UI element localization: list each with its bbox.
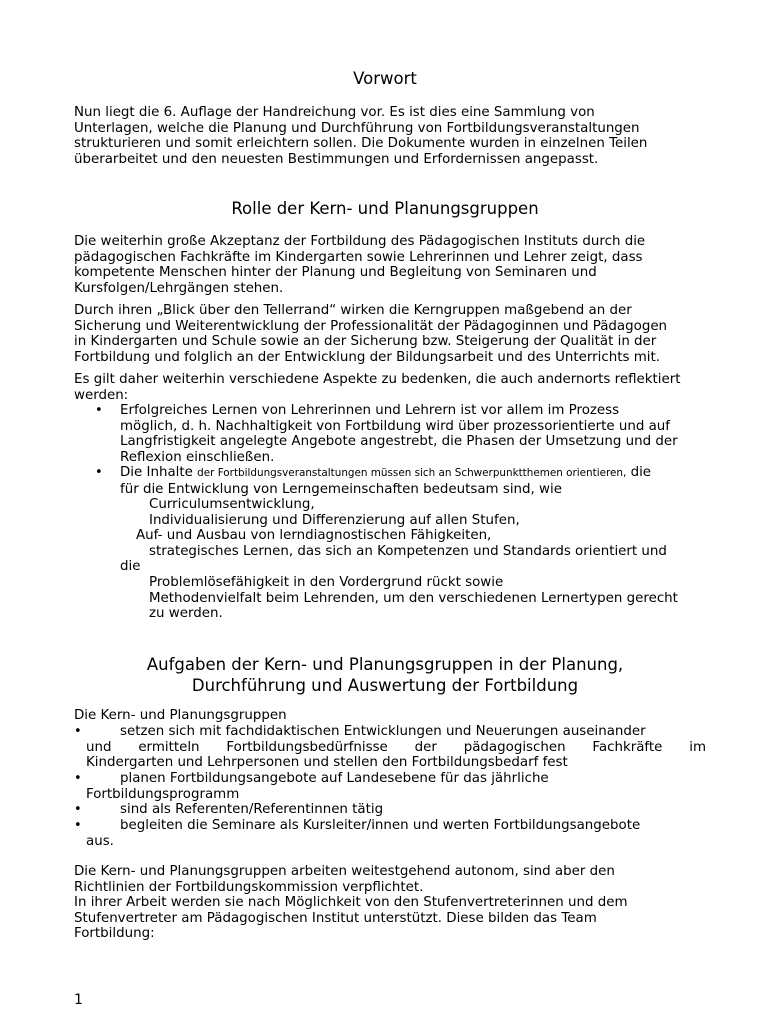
bullet-icon: • — [74, 802, 82, 817]
topic-item: Problemlösefähigkeit in den Vordergrund rückt sowie — [149, 575, 504, 590]
paragraph-tellerrand: Durch ihren „Blick über den Tellerrand“ wirken die Kerngruppen maßgebend an der Sicherung und Weiterentwicklung der Professionalität der Pädagoginnen und Pädagogen in Kindergarten und Schule sowie an der Sicherung bzw. Steigerung der Qualität in der Fortbildung und folglich an der Entwicklung der Bildungsarbeit und des Unterrichts mit. — [74, 303, 668, 365]
task-item: planen Fortbildungsangebote auf Landesebene für das jährliche Fortbildungsprogramm — [86, 771, 549, 802]
page-number: 1 — [74, 992, 83, 1008]
topic-item: Individualisierung und Differenzierung auf allen Stufen, — [149, 512, 520, 528]
topic-item: strategisches Lernen, das sich an Kompetenzen und Standards orientiert und — [149, 543, 667, 559]
bullet-item-inhalte: Die Inhalte der Fortbildungsveranstaltungen müssen sich an Schwerpunktthemen orientieren, die für die Entwicklung von Lerngemeinschaften bedeutsam sind, wie — [120, 465, 652, 497]
paragraph-vorwort: Nun liegt die 6. Auflage der Handreichung vor. Es ist dies eine Sammlung von Unterlagen, welche die Planung und Durchführung von Fortbildungsveranstaltungen strukturieren und somit erleichtern sollen. Die Dokumente wurden in einzelnen Teilen überarbeitet und den neuesten Bestimmungen und Erfordernissen angepasst. — [74, 105, 648, 167]
topic-list-continued — [149, 575, 709, 622]
topic-item: Curriculumsentwicklung, — [149, 497, 315, 512]
paragraph-autonom: Die Kern- und Planungsgruppen arbeiten weitestgehend autonom, sind aber den Richtlinien der Fortbildungskommission verpflichtet. In ihrer Arbeit werden sie nach Möglichkeit von den Stufenvertreterinnen und dem Stufenvertreter am Pädagogischen Institut unterstützt. Diese bilden das Team Fortbildung: — [74, 864, 628, 942]
bullet-icon: • — [74, 724, 82, 739]
bullet-icon: • — [95, 465, 103, 480]
paragraph-aspekte: Es gilt daher weiterhin verschiedene Aspekte zu bedenken, die auch andernorts reflektiert werden: — [74, 372, 681, 403]
heading-vorwort: Vorwort — [353, 69, 417, 88]
topic-die: die — [120, 559, 141, 574]
bullet-item-lernen: Erfolgreiches Lernen von Lehrerinnen und Lehrern ist vor allem im Prozess möglich, d. h. Nachhaltigkeit von Fortbildung wird über prozessorientierte und auf Langfristigkeit angelegte Angebote angestrebt, die Phasen der Umsetzung und der Reflexion einschließen. — [120, 403, 678, 465]
bullet-icon: • — [95, 403, 103, 418]
topic-item: Methodenvielfalt beim Lehrenden, um den verschiedenen Lernertypen gerecht — [149, 590, 678, 606]
task-item: sind als Referenten/Referentinnen tätig — [120, 802, 384, 817]
topic-item: Auf- und Ausbau von lerndiagnostischen Fähigkeiten, — [136, 528, 492, 544]
paragraph-intro-gruppen: Die Kern- und Planungsgruppen — [74, 708, 287, 723]
topic-list — [136, 497, 709, 559]
heading-rolle: Rolle der Kern- und Planungsgruppen — [231, 199, 539, 218]
heading-aufgaben: Aufgaben der Kern- und Planungsgruppen in der Planung, Durchführung und Auswertung der Fortbildung — [146, 655, 624, 695]
bullet-icon: • — [74, 771, 82, 786]
paragraph-akzeptanz: Die weiterhin große Akzeptanz der Fortbildung des Pädagogischen Instituts durch die pädagogischen Fachkräfte im Kindergarten sowie Lehrerinnen und Lehrer zeigt, dass kompetente Menschen hinter der Planung und Begleitung von Seminaren und Kursfolgen/Lehrgängen stehen. — [74, 234, 646, 296]
task-item: begleiten die Seminare als Kursleiter/innen und werten Fortbildungsangebote aus. — [86, 818, 641, 849]
topic-item: zu werden. — [149, 606, 223, 622]
bullet-icon: • — [74, 818, 82, 833]
task-item: setzen sich mit fachdidaktischen Entwicklungen und Neuerungen auseinander und ermitteln Fortbildungsbedürfnisse der pädagogischen Fachkräfte im Kindergarten und Lehrpersonen und stellen den Fortbildungsbedarf fest — [86, 724, 706, 771]
